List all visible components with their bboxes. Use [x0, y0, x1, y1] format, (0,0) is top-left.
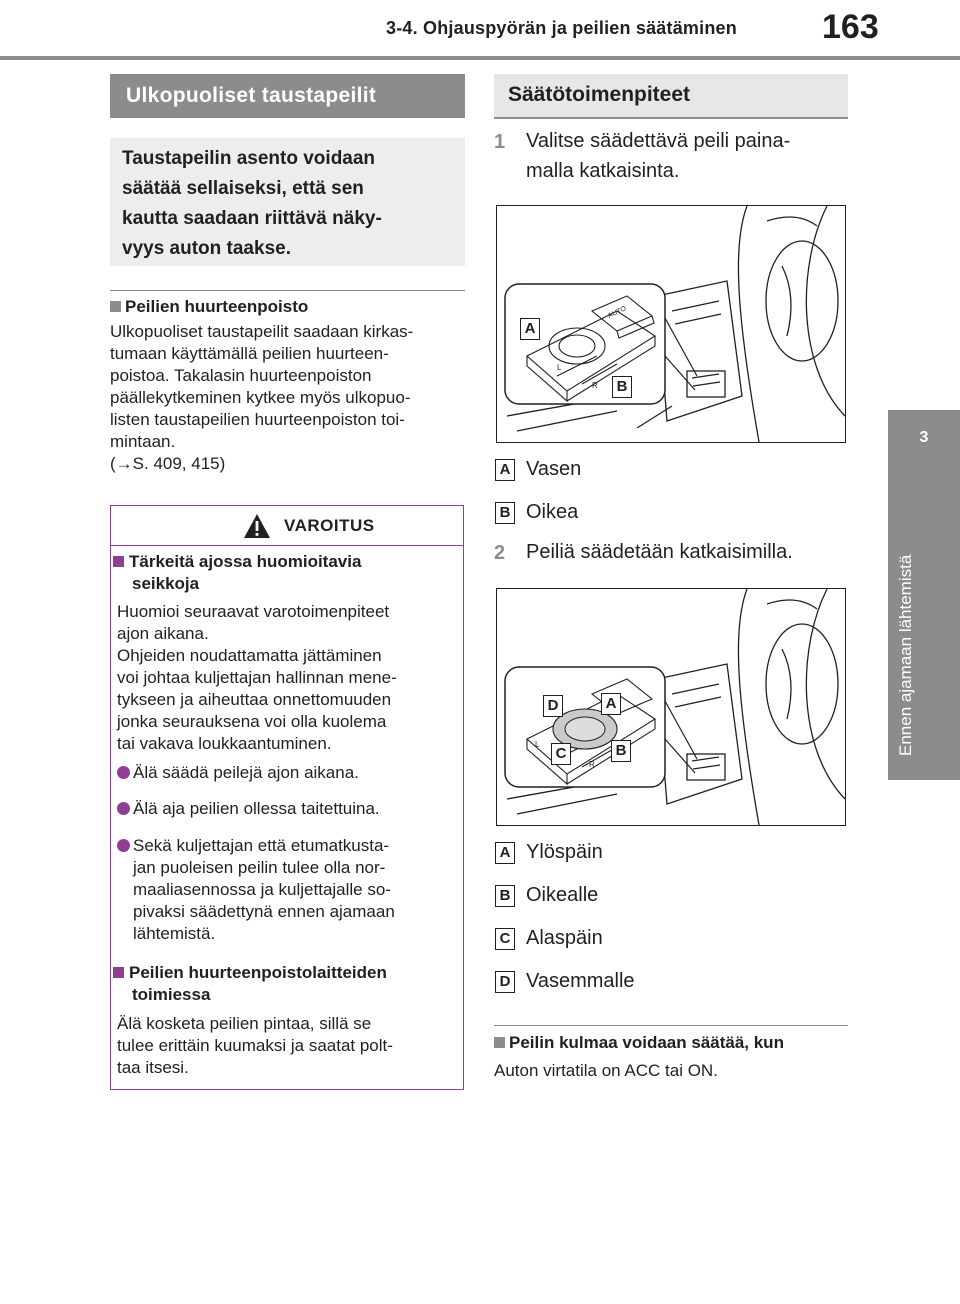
legend-1-text-a: Vasen [526, 458, 582, 480]
warning-bullet-1: Älä säädä peilejä ajon aikana. [117, 762, 359, 784]
section-title: 3-4. Ohjauspyörän ja peilien säätäminen [386, 18, 737, 38]
intro-line: säätää sellaiseksi, että sen [122, 178, 364, 199]
header-rule [0, 56, 960, 60]
section-heading-right: Säätötoimenpiteet [494, 74, 848, 118]
legend-2-key-c: C [495, 928, 515, 950]
figure-2-label-c: C [551, 743, 571, 765]
legend-1-key-b: B [495, 502, 515, 524]
intro-line: Taustapeilin asento voidaan [122, 148, 376, 169]
switch-mark-r: R [589, 760, 595, 769]
warning-body-1: Huomioi seuraavat varotoimenpiteet ajon aikana. Ohjeiden noudattamatta jättäminen voi johtaa kuljettajan hallinnan mene- tykseen ja aiheuttaa onnettomuuden jonka seurauksena voi olla kuolema tai vakava loukkaantuminen. [117, 602, 397, 753]
section-heading-left: Ulkopuoliset taustapeilit [110, 74, 465, 118]
legend-1-key-a: A [495, 459, 515, 481]
warning-body-2: Älä kosketa peilien pintaa, sillä se tulee erittäin kuumaksi ja saatat polt- taa itsesi. [117, 1014, 393, 1077]
legend-2-text-b: Oikealle [526, 884, 599, 906]
intro-box [110, 138, 465, 266]
intro-line: vyys auton taakse. [122, 238, 291, 259]
warning-subheading-1: Tärkeitä ajossa huomioitavia seikkoja [113, 551, 361, 595]
chapter-label: Ennen ajamaan lähtemistä [896, 554, 915, 756]
angle-heading: Peilin kulmaa voidaan säätää, kun [494, 1033, 784, 1053]
defog-heading: Peilien huurteenpoisto [110, 297, 308, 317]
square-bullet-icon [113, 556, 124, 567]
step-1-text: Valitse säädettävä peili paina- malla katkaisinta. [526, 130, 791, 182]
legend-2-text-d: Vasemmalle [526, 970, 635, 992]
legend-1-text-b: Oikea [526, 501, 579, 523]
switch-mark-l: L [557, 363, 562, 372]
divider [494, 1025, 848, 1026]
figure-mirror-adjust [496, 588, 846, 826]
step-1-number: 1 [494, 131, 506, 153]
warning-bullet-3: Sekä kuljettajan että etumatkusta- jan puoleisen peilin tulee olla nor- maaliasennossa ja kuljettajalle so- pivaksi säädettynä ennen ajamaan lähtemistä. [117, 835, 395, 945]
switch-mark-auto: AUTO [606, 305, 628, 320]
heading-rule [494, 117, 848, 119]
round-bullet-icon [117, 839, 130, 852]
legend-2-key-d: D [495, 971, 515, 993]
legend-2-text-c: Alaspäin [526, 927, 603, 949]
figure-2-label-b: B [611, 740, 631, 762]
step-2-text: Peiliä säädetään katkaisimilla. [526, 541, 793, 563]
legend-2-key-b: B [495, 885, 515, 907]
defog-body: Ulkopuoliset taustapeilit saadaan kirkas- tumaan käyttämällä peilien huurteen- poistoa. Takalasin huurteenpoiston päällekytkeminen kytkee myös ulkopuo- listen taustapeilien huurteenpoiston toi- mintaan. (→S. 409, 415) [110, 322, 414, 473]
warning-subheading-2: Peilien huurteenpoistolaitteiden toimiessa [113, 962, 387, 1006]
legend-2-text-a: Ylöspäin [526, 841, 603, 863]
round-bullet-icon [117, 766, 130, 779]
figure-mirror-select [496, 205, 846, 443]
figure-2-label-a: A [601, 693, 621, 715]
page-number: 163 [822, 8, 879, 46]
divider [110, 290, 465, 291]
warning-triangle-icon [243, 513, 271, 539]
door-switch-illustration [497, 206, 845, 442]
figure-2-label-d: D [543, 695, 563, 717]
square-bullet-icon [113, 967, 124, 978]
switch-mark-l: L [535, 740, 540, 749]
warning-bullet-2: Älä aja peilien ollessa taitettuina. [117, 798, 380, 820]
angle-body: Auton virtatila on ACC tai ON. [494, 1061, 718, 1080]
legend-2-key-a: A [495, 842, 515, 864]
square-bullet-icon [110, 301, 121, 312]
warning-title: VAROITUS [284, 516, 375, 535]
intro-line: kautta saadaan riittävä näky- [122, 208, 382, 229]
figure-1-label-a: A [520, 318, 540, 340]
chapter-label-wrap [896, 486, 936, 756]
figure-1-label-b: B [612, 376, 632, 398]
step-2-number: 2 [494, 542, 506, 564]
chapter-number: 3 [919, 429, 929, 446]
square-bullet-icon [494, 1037, 505, 1048]
round-bullet-icon [117, 802, 130, 815]
switch-mark-r: R [592, 381, 598, 390]
warning-header [111, 506, 463, 546]
